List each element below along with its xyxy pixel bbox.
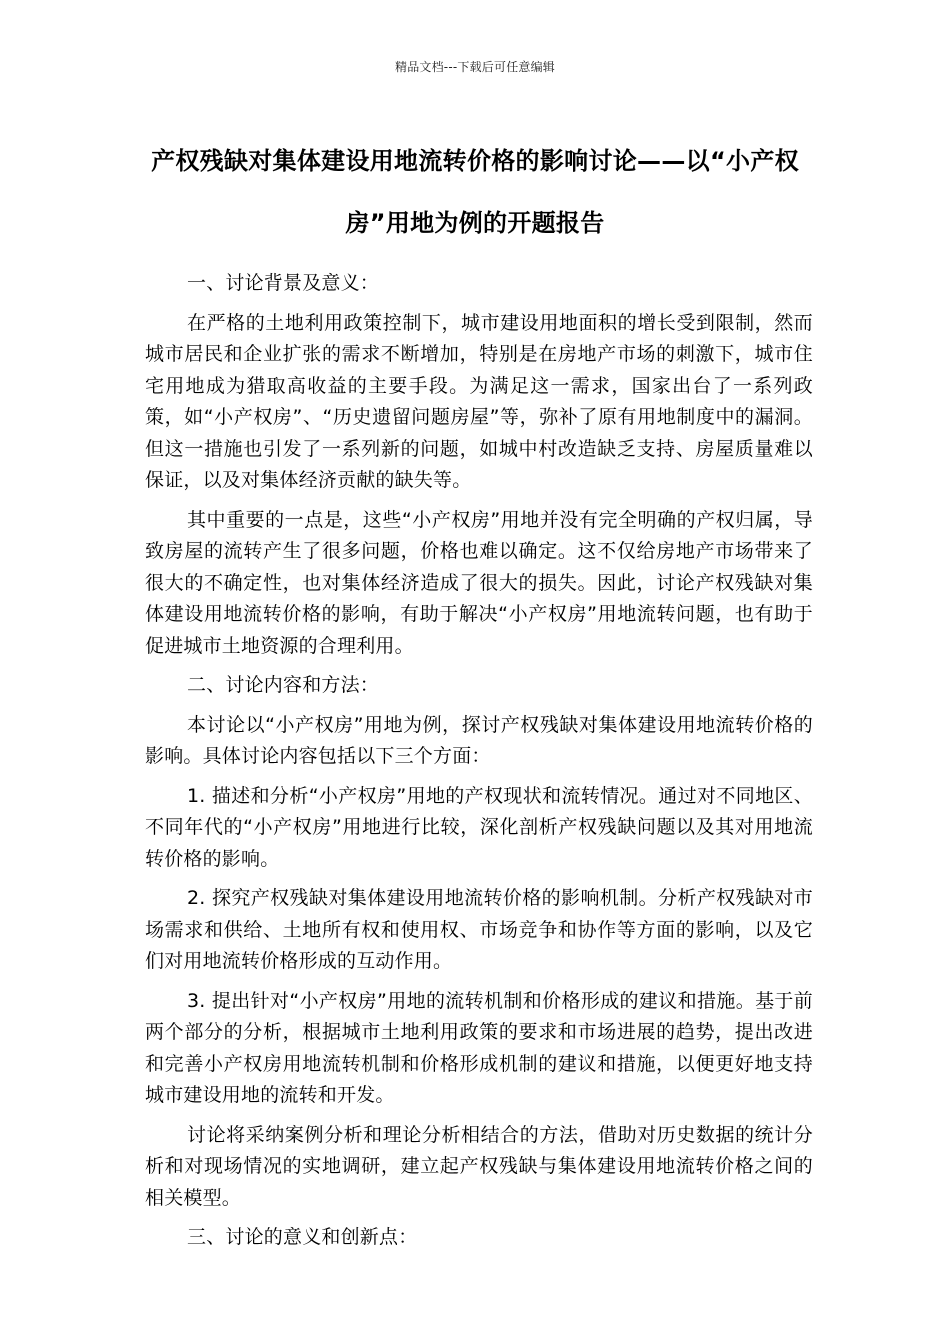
section-2-item-2: 2. 探究产权残缺对集体建设用地流转价格的影响机制。分析产权残缺对市场需求和供给、土地所有权和使用权、市场竞争和协作等方面的影响，以及它们对用地流转价格形成的互动作用。 [145,887,813,972]
document-body [145,268,813,1262]
section-2-item-1: 1. 描述和分析“小产权房”用地的产权现状和流转情况。通过对不同地区、不同年代的“小产权房”用地进行比较，深化剖析产权残缺问题以及其对用地流转价格的影响。 [145,784,813,870]
section-1-paragraph-1: 在严格的土地利用政策控制下，城市建设用地面积的增长受到限制，然而城市居民和企业扩张的需求不断增加，特别是在房地产市场的刺激下，城市住宅用地成为猎取高收益的主要手段。为满足这一需求，国家出台了一系列政策，如“小产权房”、“历史遗留问题房屋”等，弥补了原有用地制度中的漏洞。但这一措施也引发了一系列新的问题，如城中村改造缺乏支持、房屋质量难以保证，以及对集体经济贡献的缺失等。 [145,311,813,491]
section-2-heading: 二、讨论内容和方法： [187,674,380,696]
section-2-item-3: 3. 提出针对“小产权房”用地的流转机制和价格形成的建议和措施。基于前两个部分的分析，根据城市土地利用政策的要求和市场进展的趋势，提出改进和完善小产权房用地流转机制和价格形成机制的建议和措施，以便更好地支持城市建设用地的流转和开发。 [145,989,813,1106]
document-title: 产权残缺对集体建设用地流转价格的影响讨论——以“小产权房”用地为例的开题报告 [151,147,799,237]
section-2-method: 讨论将采纳案例分析和理论分析相结合的方法，借助对历史数据的统计分析和对现场情况的实地调研，建立起产权残缺与集体建设用地流转价格之间的相关模型。 [145,1123,813,1209]
section-1-heading: 一、讨论背景及意义： [187,272,380,294]
section-3-heading: 三、讨论的意义和创新点： [187,1226,418,1248]
header-note: 精品文档---下载后可任意编辑 [395,60,555,74]
section-2-intro: 本讨论以“小产权房”用地为例，探讨产权残缺对集体建设用地流转价格的影响。具体讨论内容包括以下三个方面： [145,713,813,767]
section-1-paragraph-2: 其中重要的一点是，这些“小产权房”用地并没有完全明确的产权归属，导致房屋的流转产生了很多问题，价格也难以确定。这不仅给房地产市场带来了很大的不确定性，也对集体经济造成了很大的损失。因此，讨论产权残缺对集体建设用地流转价格的影响，有助于解决“小产权房”用地流转问题，也有助于促进城市土地资源的合理利用。 [145,508,813,657]
